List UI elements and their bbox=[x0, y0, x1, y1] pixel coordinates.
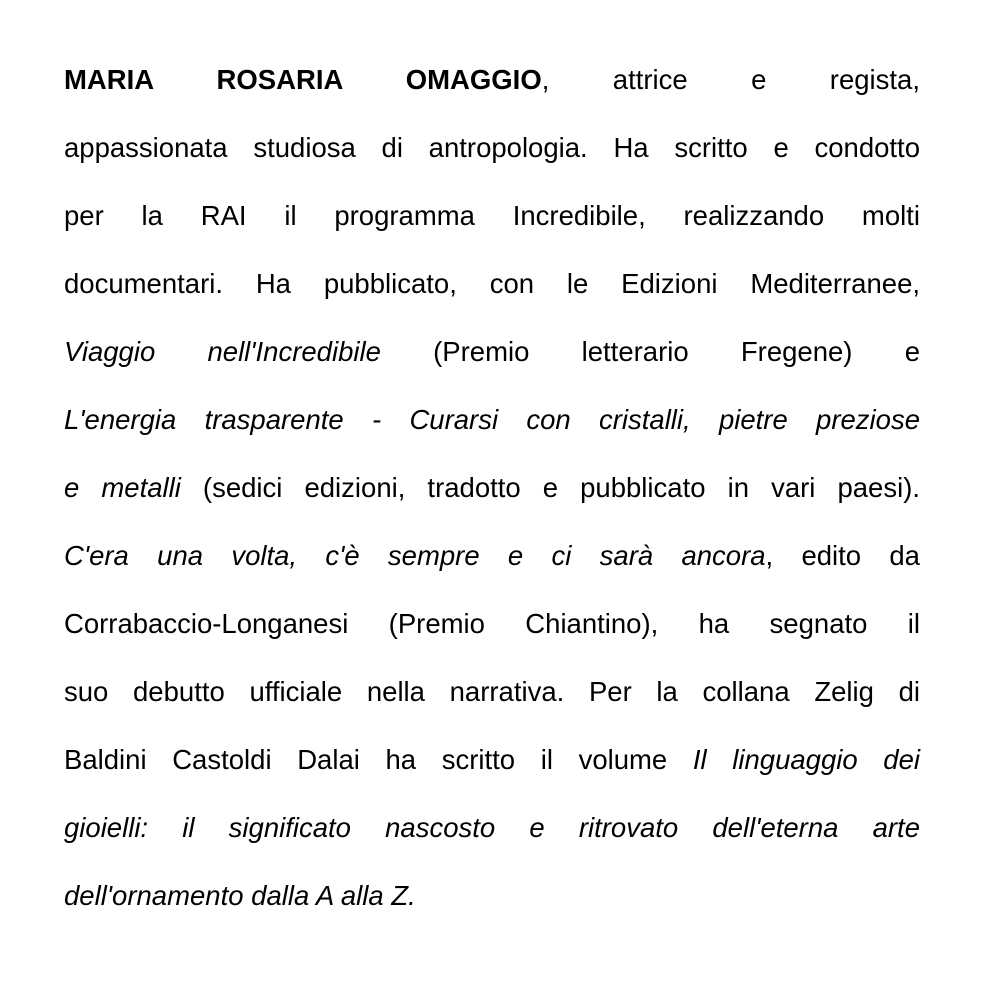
book-title: L'energia trasparente - Curarsi con cristalli, pietre preziose bbox=[64, 404, 920, 435]
biography-paragraph bbox=[64, 44, 920, 928]
book-title: dell'ornamento dalla A alla Z. bbox=[64, 880, 416, 911]
text-run: appassionata studiosa di antropologia. Ha scritto e condotto bbox=[64, 132, 920, 163]
text-line-10 bbox=[64, 656, 920, 724]
text-line-9 bbox=[64, 588, 920, 656]
text-line-3 bbox=[64, 180, 920, 248]
text-line-12 bbox=[64, 792, 920, 860]
text-line-8 bbox=[64, 520, 920, 588]
text-line-5 bbox=[64, 316, 920, 384]
book-title: e metalli bbox=[64, 472, 181, 503]
text-line-4 bbox=[64, 248, 920, 316]
book-title: Il linguaggio dei bbox=[692, 744, 920, 775]
text-line-7 bbox=[64, 452, 920, 520]
text-run: , attrice e regista, bbox=[541, 64, 920, 95]
text-run: Baldini Castoldi Dalai ha scritto il volume bbox=[64, 744, 693, 775]
text-run: documentari. Ha pubblicato, con le Edizioni Mediterranee, bbox=[64, 268, 920, 299]
text-line-2 bbox=[64, 112, 920, 180]
text-line-1 bbox=[64, 44, 920, 112]
text-run: suo debutto ufficiale nella narrativa. Per la collana Zelig di bbox=[64, 676, 920, 707]
book-title: gioielli: il significato nascosto e ritrovato dell'eterna arte bbox=[64, 812, 920, 843]
text-line-13 bbox=[64, 860, 920, 928]
text-line-6 bbox=[64, 384, 920, 452]
book-title: C'era una volta, c'è sempre e ci sarà ancora bbox=[64, 540, 766, 571]
text-run: , edito da bbox=[765, 540, 920, 571]
text-line-11 bbox=[64, 724, 920, 792]
text-run: (sedici edizioni, tradotto e pubblicato in vari paesi). bbox=[180, 472, 920, 503]
book-title: Viaggio nell'Incredibile bbox=[64, 336, 381, 367]
author-name: MARIA ROSARIA OMAGGIO bbox=[64, 64, 542, 95]
text-run: Corrabaccio-Longanesi (Premio Chiantino), ha segnato il bbox=[64, 608, 920, 639]
text-run: per la RAI il programma Incredibile, realizzando molti bbox=[64, 200, 920, 231]
text-run: (Premio letterario Fregene) e bbox=[380, 336, 920, 367]
